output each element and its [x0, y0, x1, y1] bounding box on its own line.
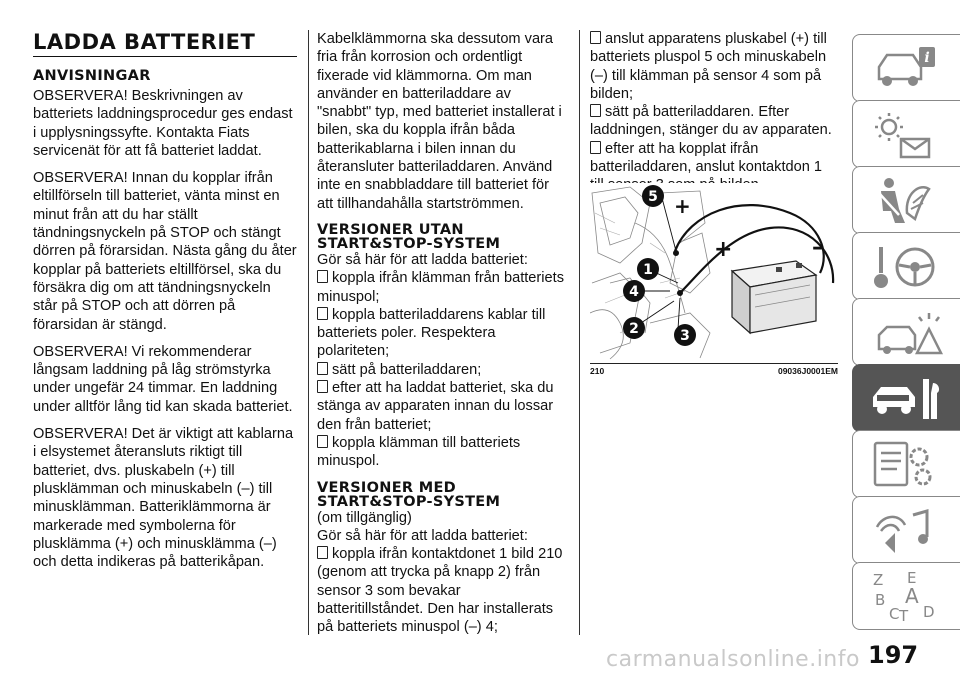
page-number: 197 [868, 641, 919, 669]
battery-charging-figure [590, 183, 838, 361]
right-column [590, 30, 838, 195]
watermark: carmanualsonline.info [606, 647, 860, 672]
svg-text:D: D [923, 603, 935, 621]
plus-sign: + [674, 194, 691, 218]
callout-4-label: 4 [629, 284, 639, 300]
list-item: koppla klämman till batteriets minuspol. [317, 434, 521, 470]
checkbox-bullet-icon [590, 104, 601, 117]
tab-multimedia[interactable] [852, 496, 960, 564]
figure-code: 09036J0001EM [777, 366, 838, 376]
note-paragraph: OBSERVERA! Beskrivningen av batteriets laddningsprocedur ges endast i upplysningssyfte. Kontakta Fiats servicenät för att få batteriet laddat. [33, 88, 293, 159]
tab-safety[interactable] [852, 166, 960, 234]
multimedia-icon [865, 503, 945, 559]
column-divider [579, 30, 580, 635]
section-title-without-startstop: VERSIONER UTAN START&STOP-SYSTEM [317, 221, 501, 252]
svg-text:T: T [899, 607, 909, 625]
callout-5-label: 5 [648, 189, 658, 205]
note-paragraph: OBSERVERA! Vi rekommenderar långsam laddning på låg strömstyrka under ungefär 24 timmar. En laddning under alltför lång tid kan skada batteriet. [33, 343, 293, 415]
callout-3-label: 3 [680, 328, 690, 344]
svg-text:i: i [924, 50, 930, 66]
seatbelt-airbag-icon [865, 173, 945, 229]
page-title: LADDA BATTERIET [33, 30, 297, 57]
column-divider [308, 30, 309, 635]
section-title-with-startstop: VERSIONER MED START&STOP-SYSTEM [317, 479, 501, 510]
callout-2-label: 2 [629, 321, 639, 337]
note-paragraph: OBSERVERA! Innan du kopplar ifrån eltillförseln till batteriet, vänta minst en minut från att du har ställt tändningsnyckeln på STOP och stängt dörren på förarsidan. Nästa gång du åter kopplar på batteriets eltillförsel, ska du försäkra dig om att tändningsnyckeln står på STOP och att dörren på förarsidan är stängd. [33, 170, 297, 333]
figure-caption [590, 363, 838, 376]
tab-emergency[interactable] [852, 298, 960, 366]
svg-text:E: E [907, 569, 917, 587]
left-column [33, 30, 297, 580]
key-steering-icon [865, 239, 945, 295]
list-item: anslut apparatens pluskabel (+) till batteriets pluspol 5 och minuskabeln (–) till klämman på sensor 4 som på bilden; [590, 31, 827, 102]
list-item: efter att ha kopplat ifrån batteriladdaren, anslut kontaktdon 1 [590, 140, 823, 176]
lead-text: Gör så här för att ladda batteriet: [317, 251, 528, 268]
figure-number: 210 [590, 366, 605, 376]
middle-column [317, 30, 567, 637]
tab-maintenance[interactable] [852, 364, 960, 432]
index-icon [865, 569, 945, 625]
chapter-tabs [852, 34, 960, 624]
checkbox-bullet-icon [317, 380, 328, 393]
list-item: koppla ifrån kontaktdonet 1 bild 210 (genom att trycka på knapp 2) från sensor 3 som bevakar batteritillståndet. Den har installerats på batteriets minuspol (–) 4; [317, 546, 563, 636]
warning-lights-icon [865, 107, 945, 163]
list-item: koppla ifrån klämman från batteriets minuspol; [317, 270, 564, 305]
list-item: koppla batteriladdarens kablar till batteriets poler. Respektera polariteten; [317, 306, 546, 360]
svg-text:B: B [875, 591, 886, 609]
car-service-icon [865, 371, 945, 427]
svg-text:C: C [889, 605, 900, 623]
minus-sign: – [812, 235, 823, 260]
svg-text:Z: Z [873, 571, 884, 589]
tab-technical-data[interactable] [852, 430, 960, 498]
list-item: sätt på batteriladdaren; [317, 361, 567, 379]
checkbox-bullet-icon [590, 141, 601, 154]
checkbox-bullet-icon [317, 435, 328, 448]
list-item: sätt på batteriladdaren. Efter laddningen, stänger du av apparaten. [590, 104, 832, 139]
checkbox-bullet-icon [590, 31, 601, 44]
checkbox-bullet-icon [317, 362, 328, 375]
lead-text: Gör så här för att ladda batteriet: [317, 527, 528, 544]
checkbox-bullet-icon [317, 307, 328, 320]
plus-sign: + [714, 237, 733, 262]
checkbox-bullet-icon [317, 270, 328, 283]
body-paragraph: Kabelklämmorna ska dessutom vara fria från korrosion och ordentligt fixerade vid klämmorna. Om man använder en batteriladdare av "snabbt" typ, med batteriet installerat i bilen, ska du koppla ifrån båda batterikablarna i bilen innan du återansluter batteriladdaren. Använd inte en snabbladdare till batteriet för att tillhandahålla startströmmen. [317, 31, 562, 212]
tab-index[interactable] [852, 562, 960, 630]
callout-1-label: 1 [643, 262, 653, 278]
car-info-icon [865, 41, 945, 97]
note-paragraph: OBSERVERA! Det är viktigt att kablarna i elsystemet återansluts riktigt till batteriet, dvs. pluskabeln (+) till plusklämman och minuskabeln (–) till minusklämman. Batteriklämmorna är markerade med symbolerna för plusklämma (+) och minusklämma (–) och detta indikeras på batterikåpan. [33, 426, 294, 571]
svg-text:A: A [905, 584, 919, 608]
tab-car-info[interactable] [852, 34, 960, 102]
section-title-instructions: ANVISNINGAR [33, 68, 151, 84]
list-item: efter att ha laddat batteriet, ska du stänga av apparaten innan du lossar den från batteriet; [317, 380, 554, 433]
checkbox-bullet-icon [317, 546, 328, 559]
availability-note: (om tillgänglig) [317, 509, 412, 526]
emergency-triangle-icon [865, 305, 945, 361]
tab-warning-lights[interactable] [852, 100, 960, 168]
specifications-icon [865, 437, 945, 493]
tab-starting-driving[interactable] [852, 232, 960, 300]
